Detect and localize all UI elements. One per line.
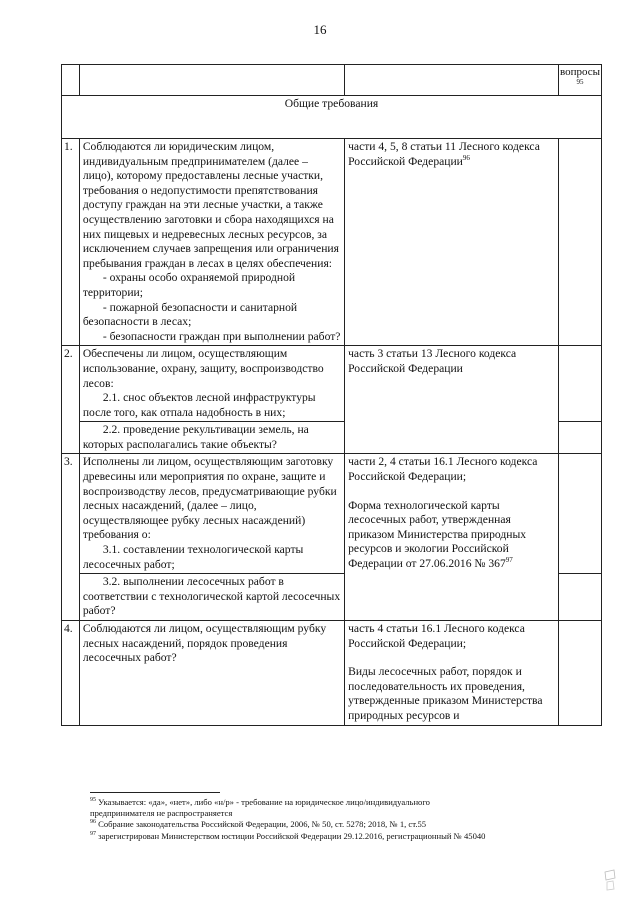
reference-footnote-mark: 96 [462,153,470,162]
sub-item: 3.2. выполнении лесосечных работ в соответствии с технологической картой лесосечных работ? [82,575,341,618]
question-text: Соблюдаются ли юридическим лицом, индивидуальным предпринимателем (далее – лицо), которому предоставлены лесные участки, требования о недопустимости препятствования доступу граждан на эти лесные участки, а также осуществлению заготовки и сбора находящихся на них пищевых и недревесных лесных ресурсов, за исключением случаев запрещения или ограничения пребывания граждан в лесах в целях обеспечения: [82,140,339,270]
answers-footnote-mark: 95 [576,78,584,86]
sub-item: 2.2. проведение рекультивации земель, на которых располагались такие объекты? [82,423,309,451]
footnote-separator [90,792,220,793]
question-cell [79,346,344,422]
footnotes [90,797,610,842]
answer-cell[interactable] [558,346,601,422]
question-cell [79,422,344,454]
footnote: предпринимателя не распространяется [90,808,233,819]
table-row [62,139,602,346]
sub-item: 2.1. снос объектов лесной инфраструктуры после того, как отпала надобность в них; [82,391,316,419]
footnote: $^{97}$ зарегистрирован Министерством юстиции Российской Федерации 29.12.2016, регистрационный № 45040 [90,830,486,841]
reference-cell [345,139,559,346]
answer-cell[interactable] [558,574,601,621]
row-number: 1. [62,139,80,346]
sub-item: - охраны особо охраняемой природной территории; [82,271,296,299]
question-cell [79,454,344,574]
footnote: $^{96}$ Собрание законодательства Российской Федерации, 2006, № 50, ст. 5278; 2018, № 1, ст.55 [90,819,427,830]
reference-text: Форма технологической карты лесосечных работ, утвержденная приказом Министерства природных ресурсов и экологии Российской Федерации от 27.06.2016 № 367 [348,498,527,571]
requirements-table [61,64,602,726]
question-cell: Соблюдаются ли лицом, осуществляющим рубку лесных насаждений, порядок проведения лесосечных работ? [79,621,344,726]
reference-text: части 2, 4 статьи 16.1 Лесного кодекса Российской Федерации; [348,455,538,484]
answers-column-header [558,65,601,96]
answer-cell[interactable] [558,139,601,346]
sub-item: - безопасности граждан при выполнении работ? [102,329,341,343]
scan-mark-icon [602,868,618,892]
question-text: Обеспечены ли лицом, осуществляющим использование, охрану, защиту, воспроизводство лесов: [82,347,324,390]
question-cell [79,574,344,621]
sub-item: 3.1. составлении технологической карты лесосечных работ; [82,543,304,571]
answer-cell[interactable] [558,621,601,726]
reference-footnote-mark: 97 [505,556,513,565]
answers-label: вопросы [559,66,601,78]
row-number: 4. [62,621,80,726]
sub-item: - пожарной безопасности и санитарной безопасности в лесах; [82,300,298,329]
section-row [62,96,602,139]
table-row [62,346,602,422]
reference-text: части 4, 5, 8 статьи 11 Лесного кодекса Российской Федерации [348,140,540,168]
table-row [62,454,602,574]
row-number: 2. [62,346,80,454]
answer-cell[interactable] [558,422,601,454]
footnote: $^{95}$ Указывается: «да», «нет», либо «н/р» - требование на юридическое лицо/индивидуального [90,797,430,807]
row-number: 3. [62,454,80,621]
section-title: Общие требования [62,96,602,139]
question-text: Исполнены ли лицом, осуществляющим заготовку древесины или мероприятия по охране, защите и воспроизводству лесов, предусматривающие рубки лесных насаждений, (далее – лицо, осуществляющее рубку лесных насаждений) требования о: [82,455,337,542]
reference-text: часть 4 статьи 16.1 Лесного кодекса Российской Федерации; [348,622,525,650]
question-cell [79,139,344,346]
table-row [62,621,602,726]
reference-cell: часть 3 статьи 13 Лесного кодекса Российской Федерации [345,346,559,454]
reference-cell [345,621,559,726]
reference-text: Виды лесосечных работ, порядок и последовательность их проведения, утвержденные приказом Министерства природных ресурсов и [348,665,543,722]
reference-cell [345,454,559,621]
page-number: 16 [313,22,327,37]
answer-cell[interactable] [558,454,601,574]
table-header-row [62,65,602,96]
